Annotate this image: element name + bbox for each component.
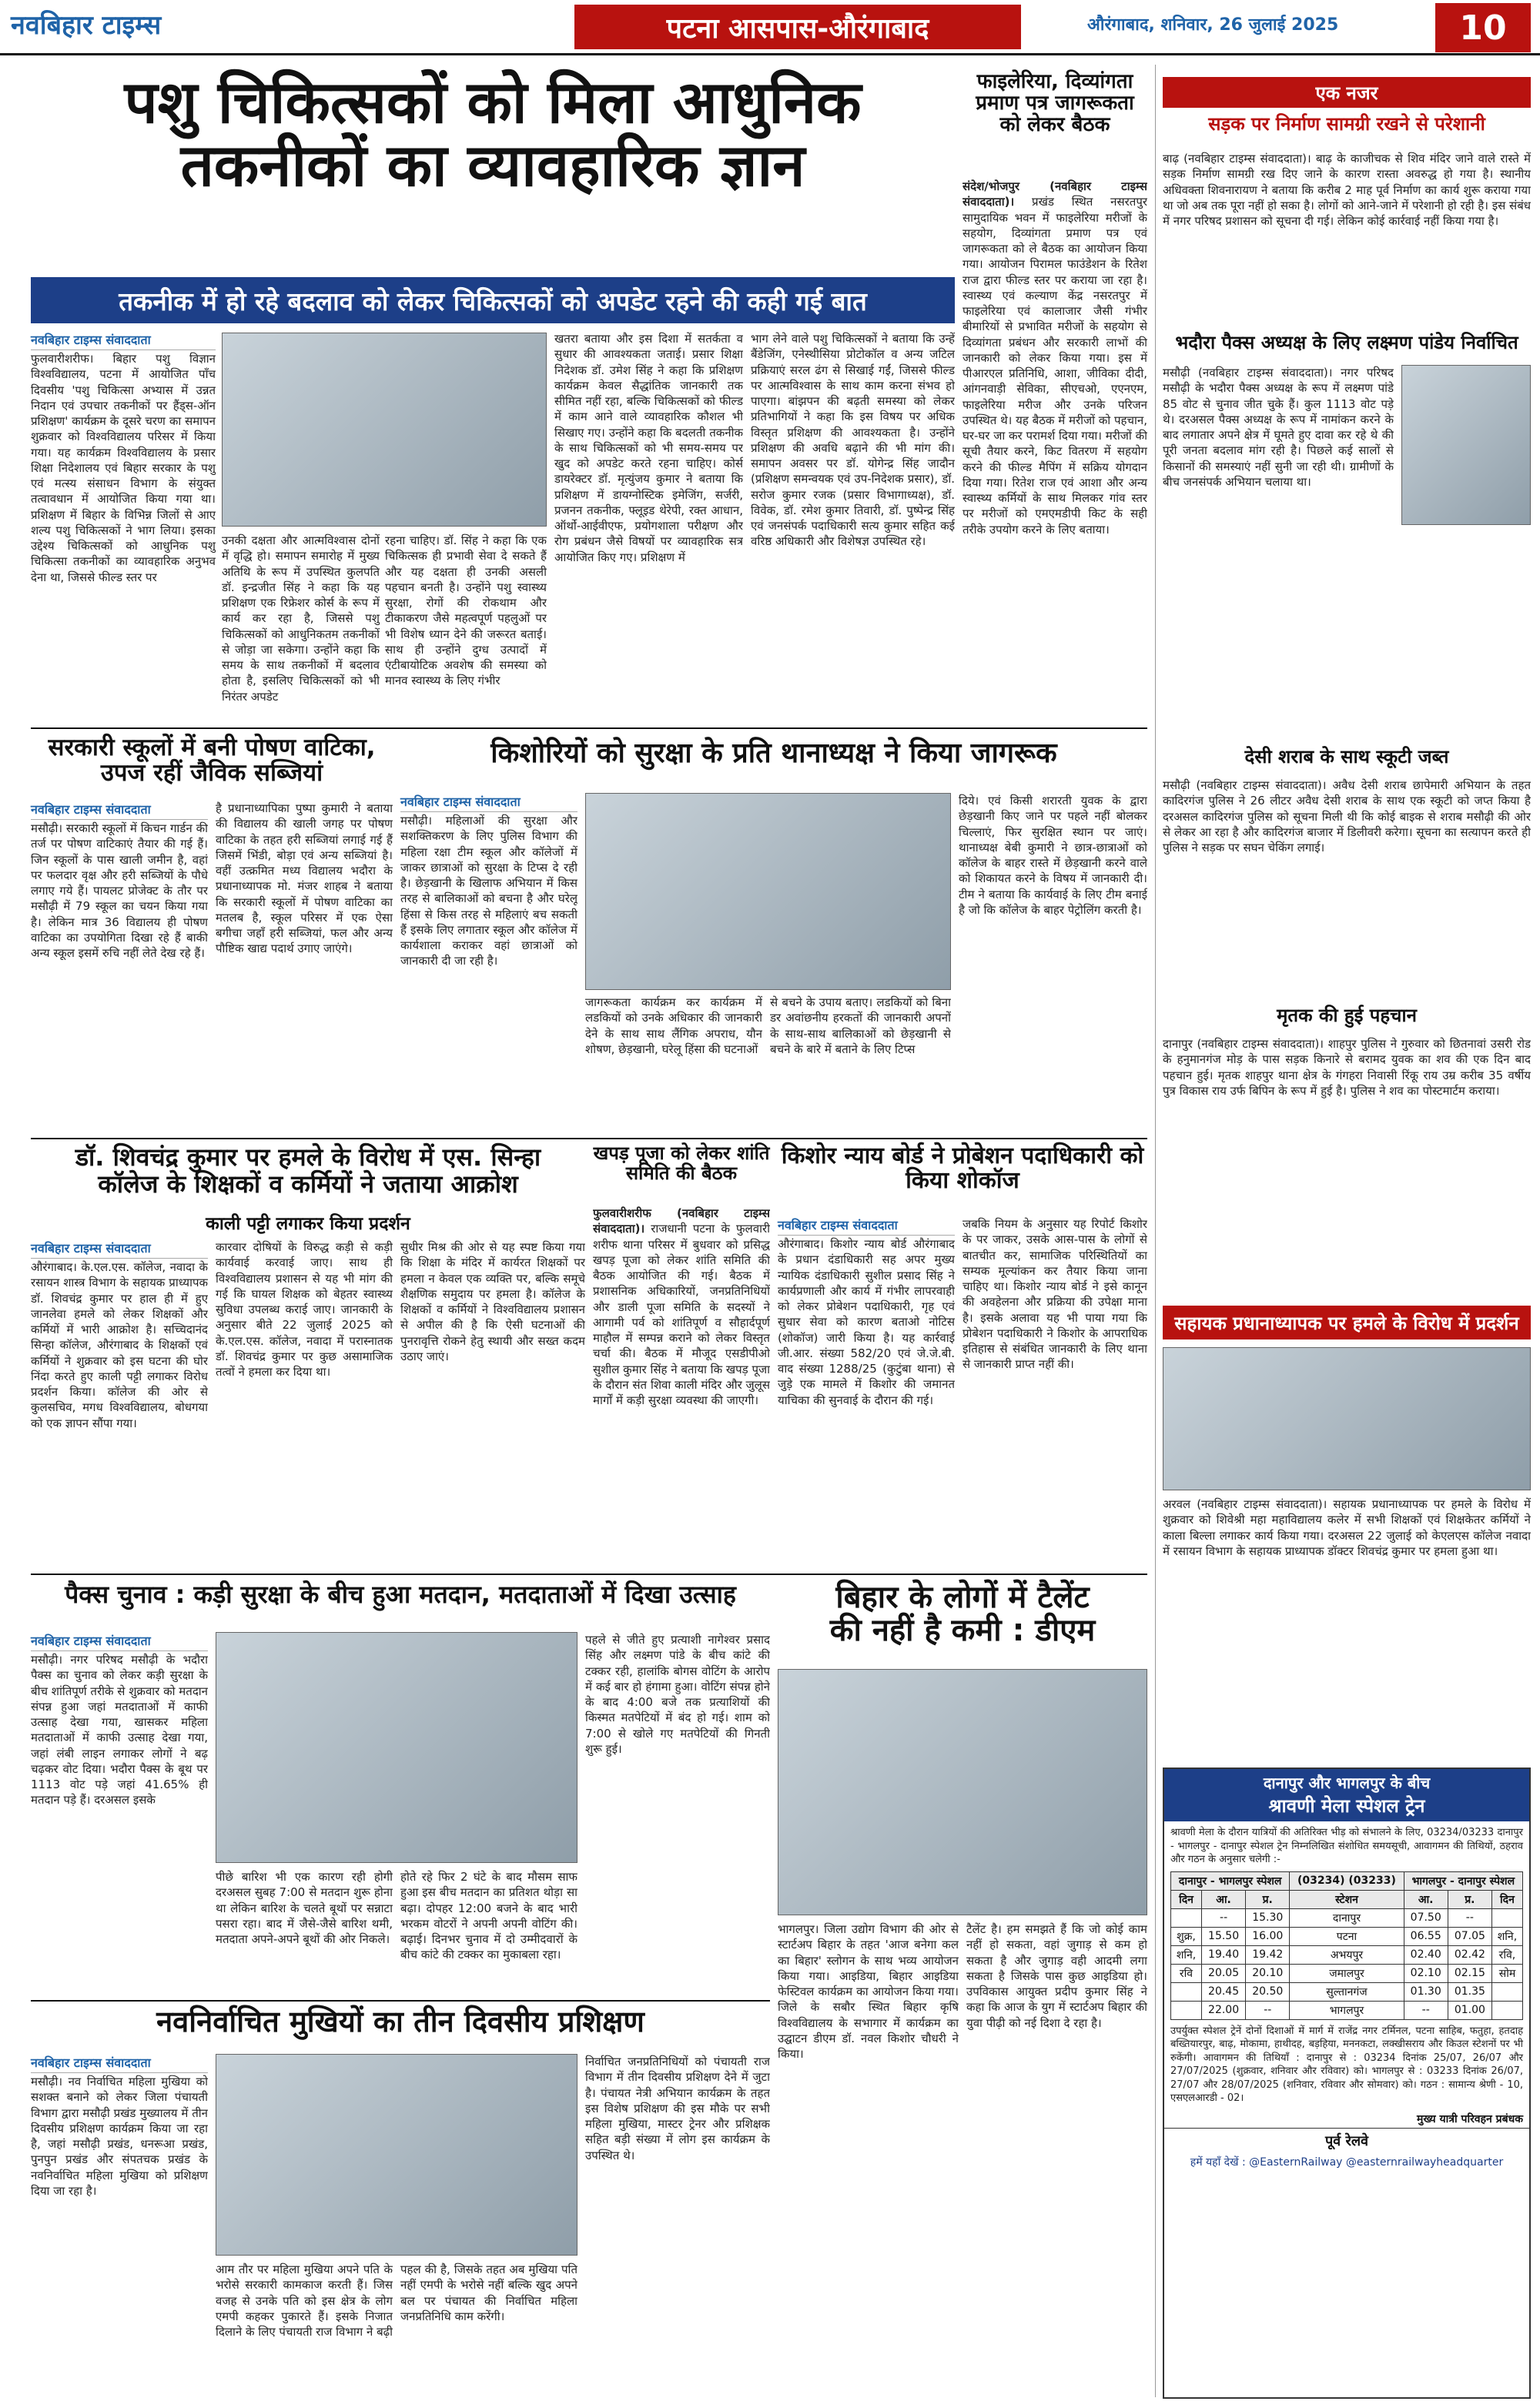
lead-byline-text: नवबिहार टाइम्स संवाददाता: [31, 331, 216, 350]
train-head-left: दानापुर - भागलपुर स्पेशल: [1171, 1871, 1290, 1890]
kishor-nyay-text1: औरंगाबाद। किशोर न्याय बोर्ड औरंगाबाद के प्रधान दंडाधिकारी सह अपर मुख्य न्यायिक दंडाधिकारी सुशील प्रसाद सिंह ने कार्यप्रणाली और कार्य में गंभीर लापरवाही को लेकर प्रोबेशन पदाधिकारी, गृह एवं सुधार सेवा को कारण बताओ नोटिस (शोकॉज) जारी किया है। यह कार्रवाई जी.आर. संख्या 582/20 एवं जे.जे.बी. वाद संख्या 1288/25 (कुटुंबा थाना) से जुड़े एक मामले में किशोर की जमानत याचिका की सुनवाई के दौरान की गई।: [778, 1237, 955, 1407]
lead-headline-line1: पशु चिकित्सकों को मिला आधुनिक: [124, 68, 862, 136]
pacs-headline: पैक्स चुनाव : कड़ी सुरक्षा के बीच हुआ मतदान, मतदाताओं में दिखा उत्साह: [65, 1580, 736, 1609]
divider: [31, 2000, 770, 2002]
train-table: [1170, 1871, 1523, 2020]
sidebar-story2-headline: भदौरा पैक्स अध्यक्ष के लिए लक्ष्मण पांडेय निर्वाचित: [1175, 332, 1518, 353]
train-col-din-left: दिन: [1171, 1890, 1202, 1908]
lead-banner: तकनीक में हो रहे बदलाव को लेकर चिकित्सकों को अपडेट रहने की कही गई बात: [31, 277, 955, 323]
kishor-nyay-text2: जबकि नियम के अनुसार यह रिपोर्ट किशोर के पर जाकर, उसके आस-पास के लोगों से बातचीत कर, सामाजिक परिस्थितियों का सम्यक मूल्यांकन कर तैयार किया जाना चाहिए था। किशोर न्याय बोर्ड ने इसे कानून की अवहेलना और प्रक्रिया की उपेक्षा माना है। इसके अलावा यह भी पाया गया कि प्रोबेशन पदाधिकारी ने किशोर के आपराधिक इतिहास से संबंधित जानकारी के लिए थाना से जानकारी प्राप्त नहीं की।: [962, 1217, 1147, 1372]
train-footer-social: हमें यहाँ देखें : @EasternRailway @easternrailwayheadquarter: [1190, 2155, 1504, 2169]
talent-photo: [778, 1669, 1147, 1915]
shivchandra-headline-line2: कॉलेज के शिक्षकों व कर्मियों ने जताया आक्रोश: [98, 1169, 518, 1199]
pacs-text1: मसौढ़ी। नगर परिषद मसौढ़ी के भदौरा पैक्स का चुनाव को लेकर कड़ी सुरक्षा के बीच शांतिपूर्ण तरीके से शुक्रवार को मतदान संपन्न हुआ जहां मतदाताओं में काफी उत्साह देखा गया, खासकर महिला मतदाताओं में काफी उत्साह देखा गया, जहां लंबी लाइन लगाकर लोगों ने बढ़ चढ़कर वोट दिया। भदौरा पैक्स के बूथ पर 1113 वोट पड़े जहां 41.65% ही मतदान पड़े हैं। दरअसल इसके: [31, 1653, 208, 1808]
mukhiya-text1: मसौढ़ी। नव निर्वाचित महिला मुखिया को सशक्त बनाने को लेकर जिला पंचायती विभाग द्वारा मसौढ़ी प्रखंड मुख्यालय में तीन दिवसीय प्रशिक्षण कार्यक्रम किया जा रहा है, जहां मसौढ़ी प्रखंड, धनरूआ प्रखंड, पुनपुन प्रखंड और संपतचक प्रखंड के नवनिर्वाचित महिला मुखिया को प्रशिक्षण दिया जा रहा है।: [31, 2075, 208, 2198]
train-intro: श्रावणी मेला के दौरान यात्रियों की अतिरिक्त भीड़ को संभालने के लिए, 03234/03233 दानापुर - भागलपुर - दानापुर स्पेशल ट्रेन निम्नलिखित संशोधित समयसूची, आवागमन की तिथियों, ठहराव और गठन के अनुसार चलेगी :-: [1170, 1827, 1523, 1866]
pacs-text3: होते रहे फिर 2 घंटे के बाद मौसम साफ हुआ इस बीच मतदान का प्रतिशत थोड़ा सा बढ़ा। दोपहर 12:00 बजने के बाद भारी भरकम वोटरों ने अपनी अपनी वोटिंग की। बढ़ाई। दिनभर चुनाव में दो उम्मीदवारों के बीच कांटे की टक्कर का मुकाबला रहा।: [400, 1870, 578, 1962]
train-col-pra-left: प्र.: [1246, 1890, 1290, 1908]
cell: 20.05: [1202, 1964, 1246, 1982]
cell: --: [1448, 1908, 1491, 1927]
train-timetable: [1164, 1871, 1529, 2020]
sidebar-story4-text: दानापुर (नवबिहार टाइम्स संवाददाता)। शाहपुर पुलिस ने गुरुवार को छितनावां उसरी रोड के हनुमानगंज मोड़ के पास सड़क किनारे से बरामद युवक का शव की एक दिन बाद पहचान हुई। मृतक शाहपुर थाना क्षेत्र के गंगहरा निवासी रिंकू राय उम्र करीब 35 वर्षीय पुत्र विकास राय उर्फ बिपिन के रूप में हुई है। पुलिस ने शव का पोस्टमार्टम कराया।: [1163, 1037, 1531, 1098]
poshan-headline-line2: उपज रहीं जैविक सब्जियां: [100, 759, 323, 788]
khapad-body: [593, 1206, 770, 1567]
mukhiya-byline: [31, 2054, 208, 2073]
sidebar-story3-headline: देसी शराब के साथ स्कूटी जब्त: [1244, 746, 1449, 768]
cell: 19.40: [1202, 1945, 1246, 1964]
mukhiya-byline-text: नवबिहार टाइम्स संवाददाता: [31, 2054, 208, 2073]
poshan-byline: [31, 801, 208, 820]
cell: 01.30: [1404, 1982, 1448, 2001]
fileria-dateline: संदेश/भोजपुर (नवबिहार टाइम्स संवाददाता)।: [962, 179, 1147, 209]
cell: [1171, 1982, 1202, 2001]
train-col-pra-right: प्र.: [1448, 1890, 1491, 1908]
cell: [1491, 2001, 1522, 2019]
cell: 15.50: [1202, 1927, 1246, 1945]
shivchandra-subhead: काली पट्टी लगाकर किया प्रदर्शन: [206, 1214, 410, 1234]
mukhiya-photo: [216, 2054, 578, 2256]
sidebar-divider: [1155, 65, 1156, 2397]
kishor-nyay-byline: [778, 1216, 955, 1236]
poshan-text2: है प्रधानाध्यापिका पुष्पा कुमारी ने बताया की विद्यालय की खाली जगह पर पोषण वाटिका के तहत हरी सब्जियां लगाई गई हैं जिसमें भिंडी, बोड़ा एवं अन्य सब्जियां है। वहीं उत्क्रमित मध्य विद्यालय भदौरा के प्रधानाध्यापक मो. मंजर शाहब ने बताया कि सरकारी स्कूलों में पोषण वाटिका का मतलब है, स्कूल परिसर में एक ऐसा बगीचा जहाँ हरी सब्जियां, फल और अन्य पौष्टिक खाद्य पदार्थ उगाए जाएंगे।: [216, 801, 393, 956]
cell: 22.00: [1202, 2001, 1246, 2019]
dateline: औरंगाबाद, शनिवार, 26 जुलाई 2025: [1087, 15, 1339, 35]
shivchandra-text2: कारवार दोषियों के विरुद्ध कड़ी से कड़ी कार्यवाई करवाई जाए। साथ ही विश्वविद्यालय प्रशासन से यह भी मांग की गई कि घायल शिक्षक को बेहतर स्वास्थ्य सुविधा उपलब्ध कराई जाए। जानकारी के अनुसार बीते 22 जुलाई 2025 को के.एल.एस. कॉलेज, नवादा में परास्नातक डॉ. शिवचंद्र कुमार पर कुछ असामाजिक तत्वों ने हमला कर दिया था।: [216, 1240, 393, 1379]
fileria-text1: प्रखंड स्थित नसरतपुर सामुदायिक भवन में फाइलेरिया मरीजों के सहयोग, दिव्यांगता प्रमाण पत्र एवं जागरूकता को ले बैठक का आयोजन किया गया। आयोजन पिरामल फाउंडेशन के रितेश राज द्वारा फील्ड स्तर पर कराया जा रहा है। स्वास्थ्य एवं कल्याण केंद्र नसरतपुर में फाइलेरिया एवं कालाजार जैसी गंभीर बीमारियों से प्रभावित मरीजों के सहयोग से दिव्यांगता प्रबंधन और सरकारी लाभों की जानकारी को लेकर किया गया। इस में पीआरएल प्रतिनिधि, आशा, जीविका दीदी, आंगनवाड़ी सेविका, सीएचओ, एएनएम, फाइलेरिया मरीज और उनके परिजन उपस्थित थे।: [962, 195, 1147, 427]
poshan-text1: मसौढ़ी। सरकारी स्कूलों में किचन गार्डन की तर्ज पर पोषण वाटिकाएं तैयार की गई हैं। जिन स्कूलों के पास खाली जमीन है, वहां पर फलदार वृक्ष और हरी सब्जियों के पौधे लगाए गये हैं। पायलट प्रोजेक्ट के तौर पर मसौढ़ी में 79 स्कूल का चयन किया गया है। लेकिन मात्र 36 विद्यालय ही पोषण वाटिका का उपयोगिता दिखा रहे हैं बाकी अन्य स्कूल इसमें रुचि नहीं लेते देख रहे हैं।: [31, 821, 208, 960]
table-row: [1171, 1982, 1523, 2001]
fileria-body: [962, 179, 1147, 717]
cell: 02.40: [1404, 1945, 1448, 1964]
page-number: 10: [1435, 3, 1531, 52]
lead-col5: भाग लेने वाले पशु चिकित्सकों ने बताया कि उन्हें बैंडेजिंग, एनेस्थीसिया प्रोटोकॉल व अन्य जटिल प्रक्रियाएं सरल ढंग से सिखाई गईं, जिससे फील्ड पर आत्मविश्वास के साथ काम करना संभव हो पाएगा। बांझपन की बढ़ती समस्या को लेकर प्रतिभागियों ने कहा कि इस विषय पर अधिक विस्तृत प्रशिक्षण की आवश्यकता है। उन्होंने प्रशिक्षण की अवधि बढ़ाने की भी मांग की। समापन अवसर पर डॉ. योगेन्द्र सिंह जादौन (प्रशिक्षण समन्वयक एवं उप-निदेशक प्रसार), डॉ. सरोज कुमार रजक (प्रसार विभागाध्यक्ष), डॉ. विवेक, डॉ. रमेश कुमार तिवारी, डॉ. पुष्पेन्द्र सिंह एवं जनसंपर्क पदाधिकारी सत्य कुमार सहित कई वरिष्ठ अधिकारी और विशेषज्ञ उपस्थित रहे।: [751, 332, 955, 549]
shivchandra-headline: [31, 1144, 585, 1197]
talent-headline-line2: की नहीं है कमी : डीएम: [829, 1613, 1096, 1649]
talent-text1: भागलपुर। जिला उद्योग विभाग की ओर से स्टार्टअप बिहार के तहत 'आज बनेगा कल का बिहार' स्लोगन के साथ भव्य आयोजन किया गया। आइडिया, बिहार आइडिया फेस्टिवल कार्यक्रम का आयोजन किया गया। जिले के सबौर स्थित बिहार कृषि विश्वविद्यालय के सभागार में कार्यक्रम का उद्घाटन डीएम डॉ. नवल किशोर चौधरी ने किया।: [778, 1922, 959, 2061]
shivchandra-text3: सुधीर मिश्र की ओर से यह स्पष्ट किया गया कि शिक्षा के मंदिर में कार्यरत शिक्षकों पर हमला न केवल एक व्यक्ति पर, बल्कि समूचे शैक्षणिक समुदाय पर हमला है। कॉलेज के शिक्षकों व कर्मियों ने विश्वविद्यालय प्रशासन से अपील की है कि ऐसी घटनाओं की पुनरावृत्ति रोकने हेतु स्थायी और सख्त कदम उठाए जाएं।: [400, 1240, 585, 1363]
khapad-text: राजधानी पटना के फुलवारी शरीफ थाना परिसर में बुधवार को प्रसिद्ध खपड़ पूजा को लेकर शांति समिति की बैठक आयोजित की गई। बैठक में प्रशासनिक अधिकारियों, जनप्रतिनिधियों और डाली पूजा समिति के सदस्यों ने आगामी पर्व को शांतिपूर्ण व सौहार्दपूर्ण माहौल में सम्पन्न कराने को लेकर विस्तृत चर्चा की। बैठक में मौजूद एसडीपीओ सुशील कुमार सिंह ने बताया कि खपड़ पूजा के दौरान संत शिवा काली मंदिर और जुलूस मार्गों में कड़ी सुरक्षा व्यवस्था की जाएगी।: [593, 1222, 770, 1407]
cell: 02.15: [1448, 1964, 1491, 1982]
lead-col3: रहना चाहिए। डॉ. सिंह ने कहा कि एक चिकित्सक ही प्रभावी सेवा दे सकते हैं और यह दक्षता ही उनकी असली पहचान बनती है। उन्होंने पशु स्वास्थ्य सुरक्षा, रोगों की रोकथाम और टीकाकरण जैसे महत्वपूर्ण पहलुओं पर भी विशेष ध्यान देने की जरूरत बताई। साथ ही उन्होंने दुग्ध उत्पादों में एंटीबायोटिक अवशेष की समस्या को मानव स्वास्थ्य के लिए गंभीर: [385, 533, 547, 688]
cell: 19.42: [1246, 1945, 1290, 1964]
sidebar-story5-photo: [1163, 1347, 1531, 1490]
mukhiya-text4: निर्वाचित जनप्रतिनिधियों को पंचायती राज विभाग में तीन दिवसीय प्रशिक्षण देने में जुटा है। पंचायत नेत्री अभियान कार्यक्रम के तहत इस विशेष प्रशिक्षण की इस मौके पर सभी महिला मुखिया, मास्टर ट्रेनर और प्रशिक्षक सहित बड़ी संख्या में लोग इस कार्यक्रम के उपस्थित थे।: [585, 2055, 770, 2162]
poshan-headline: [31, 735, 393, 787]
cell: [1491, 1908, 1522, 1927]
kishor-nyay-headline: किशोर न्याय बोर्ड ने प्रोबेशन पदाधिकारी को किया शोकॉज: [781, 1142, 1144, 1195]
cell: --: [1246, 2001, 1290, 2019]
table-row: [1171, 1964, 1523, 1982]
train-head-right: भागलपुर - दानापुर स्पेशल: [1404, 1871, 1522, 1890]
cell: 02.10: [1404, 1964, 1448, 1982]
train-footer-railway: पूर्व रेलवे: [1164, 2128, 1529, 2153]
sidebar-story2-text: मसौढ़ी (नवबिहार टाइम्स संवाददाता)। नगर परिषद मसौढ़ी के भदौरा पैक्स अध्यक्ष के रूप में लक्ष्मण पांडे 85 वोट से चुनाव जीत चुके हैं। कुल 1113 वोट पड़े थे। दरअसल पैक्स अध्यक्ष के रूप में नामांकन करने के बाद लगातार अपने क्षेत्र में घूमते हुए दावा कर रहे थे की पूरी जनता बदलाव मांग रही है। पिछले कई सालों से किसानों की समस्याएं नहीं सुनी जा रही थी। ग्रामीणों के बीच जनसंपर्क अभियान चलाया था।: [1163, 366, 1394, 489]
lead-col4: खतरा बताया और इस दिशा में सतर्कता व सुधार की आवश्यकता जताई। प्रसार शिक्षा निदेशक डॉ. उमेश सिंह ने कहा कि प्रशिक्षण कार्यक्रम केवल सैद्धांतिक जानकारी तक सीमित नहीं रहा, बल्कि चिकित्सकों को फील्ड में काम आने वाले व्यावहारिक कौशल भी सिखाए गए। उन्होंने कहा कि बदलती तकनीक के साथ चिकित्सकों को भी समय-समय पर खुद को अपडेट करते रहना चाहिए। कोर्स डायरेक्टर डॉ. मृत्युंजय कुमार ने बताया कि प्रशिक्षण में डायग्नोस्टिक इमेजिंग, सर्जरी, प्रजनन तकनीक, फ्लूइड थेरेपी, रक्त आधान, ऑर्थो-आईवीएफ, प्रयोगशाला परीक्षण और रोग प्रबंधन जैसे विषयों पर व्यावहारिक सत्र आयोजित किए गए। प्रशिक्षण में: [554, 332, 743, 564]
sidebar-story4-headline: मृतक की हुई पहचान: [1277, 1005, 1417, 1026]
kishori-photo: [585, 793, 951, 990]
table-row: [1171, 2001, 1523, 2019]
paper-name: नवबिहार टाइम्स: [11, 10, 162, 41]
train-title-line1: दानापुर और भागलपुर के बीच: [1263, 1774, 1431, 1792]
talent-headline-line1: बिहार के लोगों में टैलेंट: [835, 1580, 1090, 1615]
sidebar-title: एक नजर: [1163, 77, 1531, 108]
cell: रवि: [1171, 1964, 1202, 1982]
train-title-line2: श्रावणी मेला स्पेशल ट्रेन: [1268, 1795, 1425, 1817]
pacs-byline: [31, 1632, 208, 1651]
cell: जमालपुर: [1290, 1964, 1404, 1982]
cell: [1171, 1908, 1202, 1927]
pacs-text4: पहले से जीते हुए प्रत्याशी नागेश्वर प्रसाद सिंह और लक्ष्मण पांडे के बीच कांटे की टक्कर रही, हालांकि बोगस वोटिंग के आरोप में कई बार हो हंगामा हुआ। वोटिंग संपन्न होने के बाद 4:00 बजे तक प्रत्याशियों की किस्मत मतपेटियों में बंद हो गई। शाम को 7:00 से खोले गए मतपेटियों की गिनती शुरू हुई।: [585, 1633, 770, 1756]
mukhiya-text3: पहल की है, जिसके तहत अब मुखिया पति नहीं एमपी के भरोसे नहीं बल्कि खुद अपने बल पर पंचायत की निर्वाचित महिला जनप्रतिनिधि काम करेंगी।: [400, 2263, 578, 2323]
kishor-nyay-byline-text: नवबिहार टाइम्स संवाददाता: [778, 1216, 955, 1236]
khapad-headline: खपड़ पूजा को लेकर शांति समिति की बैठक: [593, 1142, 770, 1184]
cell: शनि,: [1171, 1945, 1202, 1964]
khapad-dateline: फुलवारीशरीफ (नवबिहार टाइम्स संवाददाता)।: [593, 1206, 770, 1236]
pacs-byline-text: नवबिहार टाइम्स संवाददाता: [31, 1632, 208, 1651]
mukhiya-text2: आम तौर पर महिला मुखिया अपने पति के भरोसे सरकारी कामकाज करती हैं। जिस वजह से उनके पति को इस क्षेत्र के लोग एमपी कहकर पुकारते हैं। इसके निजात दिलाने के लिए पंचायती राज विभाग ने बढ़ी: [216, 2263, 393, 2339]
kishori-text3: जागरूकता कार्यक्रम कर कार्यक्रम में लडकियों को उनके अधिकार की जानकारी देने के साथ साथ लैंगिक अपराध, यौन शोषण, छेड़खानी, घरेलू हिंसा की घटनाओं: [585, 995, 762, 1056]
train-col-aa-right: आ.: [1404, 1890, 1448, 1908]
cell: अभयपुर: [1290, 1945, 1404, 1964]
shivchandra-byline-text: नवबिहार टाइम्स संवाददाता: [31, 1239, 208, 1259]
cell: दानापुर: [1290, 1908, 1404, 1927]
fileria-headline: फाइलेरिया, दिव्यांगता प्रमाण पत्र जागरूकता को लेकर बैठक: [976, 70, 1134, 137]
table-row: [1171, 1908, 1523, 1927]
divider: [31, 1574, 1147, 1575]
cell: 16.00: [1246, 1927, 1290, 1945]
lead-col1: फुलवारीशरीफ। बिहार पशु विज्ञान विश्वविद्यालय, पटना में आयोजित पाँच दिवसीय 'पशु चिकित्सा अभ्यास में उन्नत निदान एवं उपचार तकनीकों पर हैंड्स-ऑन प्रशिक्षण' कार्यक्रम के दूसरे चरण का समापन शुक्रवार को विश्वविद्यालय परिसर में किया गया। यह कार्यक्रम विश्वविद्यालय के प्रसार शिक्षा निदेशालय एवं बिहार सरकार के पशु एवं मत्स्य संसाधन विभाग के संयुक्त तत्वावधान में आयोजित किया गया था। प्रशिक्षण में बिहार के विभिन्न जिलों से आए शल्य पशु चिकित्सकों ने भाग लिया। इसका उद्देश्य चिकित्सकों को आधुनिक पशु चिकित्सा तकनीकों का व्यावहारिक अनुभव देना था, जिससे फील्ड स्तर पर: [31, 352, 216, 584]
train-tagline: मुख्य यात्री परिवहन प्रबंधक: [1416, 2112, 1523, 2125]
train-head-num: (03234) (03233): [1290, 1871, 1404, 1890]
cell: 20.10: [1246, 1964, 1290, 1982]
divider: [31, 727, 1147, 729]
train-col-aa-left: आ.: [1202, 1890, 1246, 1908]
talent-headline: [778, 1581, 1147, 1647]
section-title: पटना आसपास-औरंगाबाद: [574, 5, 1021, 49]
cell: 01.35: [1448, 1982, 1491, 2001]
cell: पटना: [1290, 1927, 1404, 1945]
train-title: [1164, 1769, 1529, 1821]
sidebar-story5-text: अरवल (नवबिहार टाइम्स संवाददाता)। सहायक प्रधानाध्यापक पर हमले के विरोध में शुक्रवार को शिवेश्री महा महाविद्यालय कलेर में सभी शिक्षकों एवं शिक्षकेतर कर्मियों ने काला बिल्ला लगाकर कार्य किया गया। दरअसल 22 जुलाई को केएलएस कॉलेज नवादा में रसायन विभाग के सहायक प्राध्यापक डॉक्टर शिवचंद्र कुमार पर हमला हुआ था।: [1163, 1497, 1531, 1558]
train-notes: उपर्युक्त स्पेशल ट्रेनें दोनों दिशाओं में मार्ग में राजेंद्र नगर टर्मिनल, पटना साहिब, फतुहा, हतदाह बख्तियारपुर, बाढ़, मोकामा, हाथीदह, बड़हिया, मननकटा, लक्खीसराय और किउल स्टेशनों पर भी रुकेंगी। आवागमन की तिथियाँ : दानापुर से : 03234 दिनांक 25/07, 26/07 और 27/07/2025 (शुक्रवार, शनिवार और रविवार) को। भागलपुर से : 03233 दिनांक 26/07, 27/07 और 28/07/2025 (शनिवार, रविवार और सोमवार) को। गठन : सामान्य श्रेणी - 10, एसएलआरडी - 02।: [1170, 2025, 1523, 2105]
divider: [31, 1138, 1147, 1139]
cell: --: [1404, 2001, 1448, 2019]
cell: सोम: [1491, 1964, 1522, 1982]
shivchandra-headline-line1: डॉ. शिवचंद्र कुमार पर हमले के विरोध में एस. सिन्हा: [75, 1142, 541, 1172]
fileria-text2: यह बैठक में मरीजों को पहचान, घर-घर जा कर परामर्श दिया गया। मरीजों की सूची तैयार करने, किट वितरण में सहयोग करने की फील्ड मैपिंग में सक्रिय योगदान दिया गया। रितेश राज एवं आशा और अन्य स्वास्थ्य कर्मियों के साथ मिलकर गांव स्तर पर मरीजों को एमएमडीपी किट के सही तरीके उपयोग करने के लिए बताया।: [962, 413, 1147, 537]
sidebar-story3-text: मसौढ़ी (नवबिहार टाइम्स संवाददाता)। अवैध देसी शराब छापेमारी अभियान के तहत कादिरगंज पुलिस ने 26 लीटर अवैध देसी शराब के साथ एक स्कूटी को जप्त किया है दरअसल कादिरगंज पुलिस को सूचना मिली थी कि कोई बाइक से शराब मसौढ़ी की ओर से लेकर आ रहा है और कादिरगंज बाजार में डिलीवरी करेगा। सूचना का सत्यापन करते ही पुलिस ने सड़क पर सघन चेकिंग लगाई।: [1163, 778, 1531, 855]
table-row: [1171, 1945, 1523, 1964]
pacs-photo: [216, 1632, 578, 1863]
cell: 06.55: [1404, 1927, 1448, 1945]
shivchandra-text1: औरंगाबाद। के.एल.एस. कॉलेज, नवादा के रसायन शास्त्र विभाग के सहायक प्राध्यापक डॉ. शिवचंद्र कुमार पर हाल ही में हुए जानलेवा हमले को लेकर शिक्षकों और कर्मियों में भारी आक्रोश है। सच्चिदानंद सिन्हा कॉलेज, औरंगाबाद के शिक्षकों एवं कर्मियों ने शुक्रवार को इस घटना की घोर निंदा करते हुए काली पट्टी लगाकर विरोध प्रदर्शन किया। कॉलेज की ओर से कुलसचिव, मगध विश्वविद्यालय, बोधगया को एक ज्ञापन सौंपा गया।: [31, 1260, 208, 1430]
shivchandra-byline: [31, 1239, 208, 1259]
cell: सुल्तानगंज: [1290, 1982, 1404, 2001]
kishori-headline: किशोरियों को सुरक्षा के प्रति थानाध्यक्ष ने किया जागरूक: [490, 737, 1057, 769]
table-row: [1171, 1927, 1523, 1945]
pacs-text2: पीछे बारिश भी एक कारण रही होगी दरअसल सुबह 7:00 से मतदान शुरू होना था लेकिन बारिश के चलते बूथों पर सन्नाटा पसरा रहा। बाद में जैसे-जैसे बारिश थमी, मतदाता अपने-अपने बूथों की ओर निकले।: [216, 1870, 393, 1946]
kishori-byline: [400, 793, 578, 812]
mukhiya-headline: नवनिर्वाचित मुखियों का तीन दिवसीय प्रशिक्षण: [156, 2005, 644, 2038]
kishori-text2: दिये। एवं किसी शरारती युवक के द्वारा छेड़खानी किए जाने पर पहले नहीं बोलकर चिल्लाएं, फिर सुरक्षित स्थान पर जाएं। थानाध्यक्ष बेबी कुमारी ने छात्र-छात्राओं को कॉलेज के बाहर रास्ते में छेड़खानी करने वाले को शिकायत करने के विषय में जानकारी दी। टीम ने बताया कि कार्यवाई के लिए टीम बनाई है जो कि कॉलेज के बाहर पेट्रोलिंग करती है।: [959, 794, 1147, 917]
lead-headline: [31, 68, 955, 200]
cell: भागलपुर: [1290, 2001, 1404, 2019]
cell: [1491, 1982, 1522, 2001]
lead-byline: [31, 331, 216, 350]
kishori-text1: मसौढ़ी। महिलाओं की सुरक्षा और सशक्तिकरण के लिए पुलिस विभाग की महिला रक्षा टीम स्कूल और कॉलेजों में जाकर छात्राओं को सुरक्षा के टिप्स दे रही है। छेड़खानी के खिलाफ अभियान में किस तरह से बालिकाओं को बचना है और घरेलू हिंसा से किस तरह से महिलाएं बच सकती हैं इसके लिए लगातार स्कूल और कॉलेज में कार्यशाला कराकर वहां छात्राओं को जानकारी दी जा रही है।: [400, 814, 578, 968]
cell: 07.05: [1448, 1927, 1491, 1945]
cell: 07.50: [1404, 1908, 1448, 1927]
sidebar-story2-photo: [1401, 365, 1531, 525]
train-col-station: स्टेशन: [1290, 1890, 1404, 1908]
kishori-byline-text: नवबिहार टाइम्स संवाददाता: [400, 793, 578, 812]
poshan-byline-text: नवबिहार टाइम्स संवाददाता: [31, 801, 208, 820]
cell: 15.30: [1246, 1908, 1290, 1927]
train-ad: [1163, 1768, 1531, 2399]
cell: शुक्र,: [1171, 1927, 1202, 1945]
sidebar-story1-text: बाढ़ (नवबिहार टाइम्स संवाददाता)। बाढ़ के काजीचक से शिव मंदिर जाने वाले रास्ते में सड़क निर्माण सामग्री रख दिए जाने के कारण रास्ता अवरुद्ध हो गया है। स्थानीय अधिवक्ता शिवनारायण ने बताया कि करीब 2 माह पूर्व निर्माण का कार्य शुरू कराया गया था जो अब तक पूरा नहीं हो सका है। लोगों को आने-जाने में परेशानी हो रही है। इस संबंध में नगर परिषद प्रशासन को सूचना दी गई। लेकिन कोई कार्रवाई नहीं किया गया है।: [1163, 152, 1531, 228]
cell: 02.42: [1448, 1945, 1491, 1964]
sidebar-story1-headline: सड़क पर निर्माण सामग्री रखने से परेशानी: [1208, 113, 1485, 135]
cell: 20.50: [1246, 1982, 1290, 2001]
sidebar-story5-headline: सहायक प्रधानाध्यापक पर हमले के विरोध में प्रदर्शन: [1163, 1306, 1531, 1339]
train-col-din-right: दिन: [1491, 1890, 1522, 1908]
cell: शनि,: [1491, 1927, 1522, 1945]
talent-text2: टैलेंट है। हम समझते हैं कि जो कोई काम नहीं हो सकता, वहां जुगाड़ से कम हो सकता है और जुगाड़ वही आदमी लगा सकता है जिसके पास कुछ आइडिया हो। उपविकास आयुक्त प्रदीप कुमार सिंह ने कहा कि आज के युग में स्टार्टअप बिहार की युवा पीढ़ी को नई दिशा दे रहा है।: [966, 1922, 1147, 2030]
lead-col2: उनकी दक्षता और आत्मविश्वास दोनों में वृद्धि हो। समापन समारोह में मुख्य अतिथि के रूप में उपस्थित कुलपति डॉ. इन्द्रजीत सिंह ने कहा कि यह प्रशिक्षण एक रिफ्रेशर कोर्स के रूप में कार्य कर रहा है, जिससे पशु चिकित्सकों को आधुनिकतम तकनीकों से जोड़ा जा सकेगा। उन्होंने कहा कि समय के साथ तकनीकों में बदलाव होता है, इसलिए चिकित्सकों को भी निरंतर अपडेट: [222, 533, 380, 704]
cell: रवि,: [1491, 1945, 1522, 1964]
cell: 01.00: [1448, 2001, 1491, 2019]
poshan-headline-line1: सरकारी स्कूलों में बनी पोषण वाटिका,: [48, 734, 376, 761]
lead-headline-line2: तकनीकों का व्यावहारिक ज्ञान: [180, 131, 805, 200]
kishori-text4: से बचने के उपाय बताए। लडकियों को बिना डर अवांछनीय हरकतों की जानकारी अपनों के साथ-साथ बालिकाओं को छेड़खानी से बचने के बारे में बताने के लिए टिप्स: [770, 995, 951, 1056]
cell: --: [1202, 1908, 1246, 1927]
cell: [1171, 2001, 1202, 2019]
cell: 20.45: [1202, 1982, 1246, 2001]
lead-photo: [222, 333, 547, 527]
